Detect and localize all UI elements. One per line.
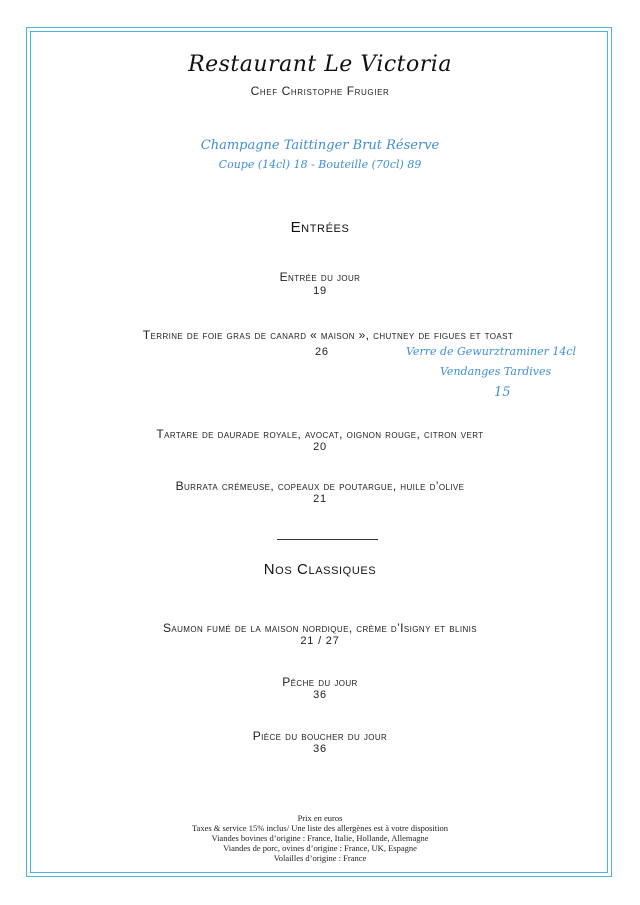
champagne-price: Coupe (14cl) 18 - Bouteille (70cl) 89 (218, 158, 422, 171)
restaurant-title: Restaurant Le Victoria (188, 52, 452, 77)
footer-line: Volailles d’origine : France (273, 853, 367, 863)
dish-price: 19 (313, 285, 327, 297)
dish-price: 20 (313, 441, 327, 453)
wine-pairing-price: 15 (494, 385, 511, 400)
footer-line: Viandes bovines d’origine : France, Italie, Hollande, Allemagne (211, 833, 429, 843)
menu-footer (0, 813, 640, 863)
dish-name: Pièce du boucher du jour (252, 729, 388, 743)
dish-name: Saumon fumé de la maison nordique, crème d’Isigny et blinis (162, 621, 478, 635)
section-divider (277, 539, 378, 540)
footer-line: Taxes & service 15% inclus/ Une liste des allergènes est à votre disposition (191, 823, 449, 833)
dish-name: Tartare de daurade royale, avocat, oignon rouge, citron vert (156, 427, 484, 441)
section-heading-classiques: Nos Classiques (263, 561, 377, 578)
dish-price: 21 (313, 493, 327, 505)
footer-line: Viandes de porc, ovines d’origine : France, UK, Espagne (223, 843, 417, 853)
dish-price: 26 (315, 346, 329, 358)
wine-pairing-line1: Verre de Gewurztraminer 14cl (406, 345, 577, 358)
chef-name: Chef Christophe Frugier (250, 84, 390, 98)
dish-name: Pêche du jour (282, 675, 358, 689)
wine-pairing-line2: Vendanges Tardives (440, 365, 552, 378)
dish-price: 36 (313, 743, 327, 755)
dish-price: 21 / 27 (300, 635, 340, 647)
dish-name: Entrée du jour (279, 270, 361, 284)
section-heading-entrees: Entrées (290, 219, 350, 236)
dish-name: Terrine de foie gras de canard « maison », chutney de figues et toast (142, 328, 514, 342)
footer-line: Prix en euros (297, 813, 343, 823)
dish-name: Burrata crémeuse, copeaux de poutargue, huile d’olive (175, 479, 465, 493)
dish-price: 36 (313, 689, 327, 701)
champagne-name: Champagne Taittinger Brut Réserve (200, 138, 440, 153)
